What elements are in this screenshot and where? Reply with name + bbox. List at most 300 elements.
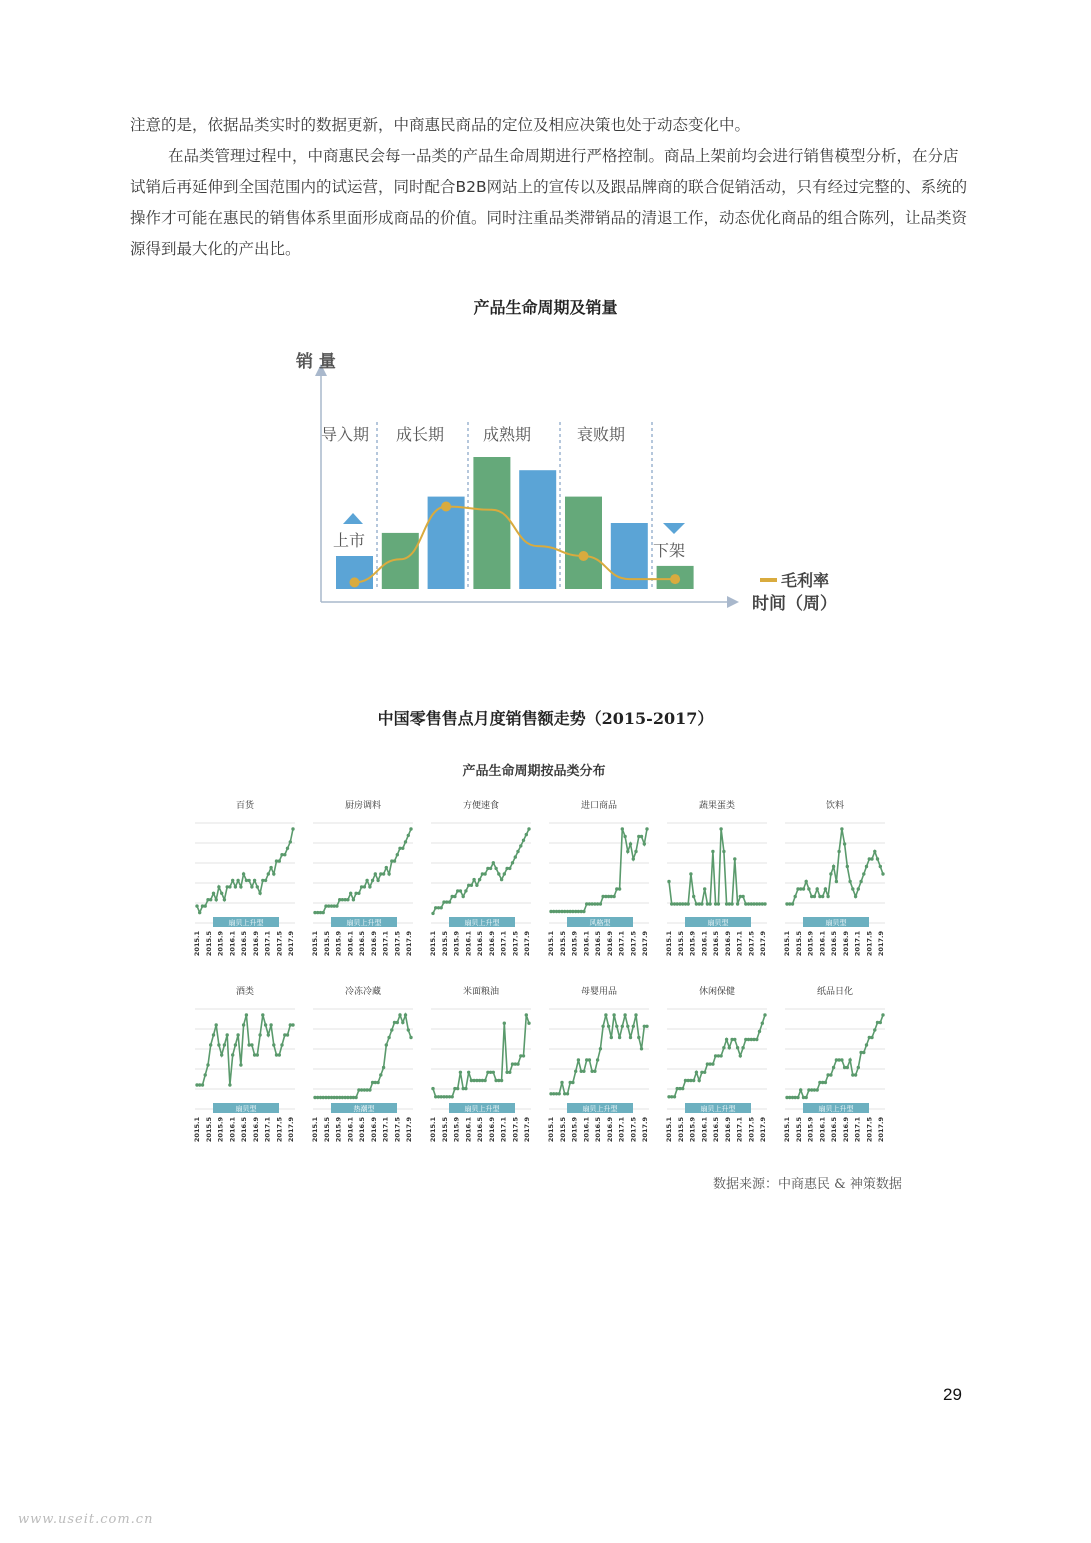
trend-point (236, 1033, 239, 1036)
x-tick-label: 2017.9 (641, 1117, 649, 1143)
trend-point (404, 840, 407, 843)
trend-point (695, 1071, 698, 1074)
trend-line (433, 1015, 529, 1097)
x-tick-label: 2015.5 (676, 1117, 685, 1143)
sales-bar (473, 457, 510, 589)
trend-point (708, 902, 711, 905)
x-tick-label: 2017.1 (263, 1117, 272, 1143)
x-tick-label: 2017.5 (747, 931, 756, 957)
trend-point (258, 892, 261, 895)
trend-point (390, 1028, 393, 1031)
trend-point (527, 827, 530, 830)
trend-point (431, 1087, 434, 1090)
trend-point (870, 857, 873, 860)
stage-label: 衰败期 (576, 425, 626, 444)
trend-point (612, 895, 615, 898)
trend-point (733, 857, 736, 860)
x-tick-label: 2015.5 (558, 931, 567, 957)
x-tick-label: 2015.1 (547, 1117, 555, 1143)
trend-point (239, 885, 242, 888)
trend-point (478, 878, 481, 881)
trend-point (272, 1043, 275, 1046)
pattern-tag-label: 扇贝上升型 (582, 1105, 618, 1113)
x-tick-label: 2016.1 (346, 931, 355, 957)
x-tick-label: 2015.9 (216, 931, 225, 957)
trend-point (247, 879, 250, 882)
x-tick-label: 2016.9 (605, 931, 614, 957)
trend-point (231, 879, 234, 882)
trend-point (396, 853, 399, 856)
x-tick-label: 2017.1 (853, 931, 862, 957)
trend-point (758, 1030, 761, 1033)
trend-point (483, 872, 486, 875)
trend-point (459, 889, 462, 892)
launch-label: 上市 (332, 531, 366, 550)
trend-point (703, 1071, 706, 1074)
trend-point (508, 867, 511, 870)
trend-point (269, 1023, 272, 1026)
trend-point (212, 892, 215, 895)
trend-point (722, 850, 725, 853)
trend-point (857, 1066, 860, 1069)
trend-point (629, 842, 632, 845)
x-tick-label: 2016.5 (712, 931, 720, 957)
trend-point (204, 904, 207, 907)
category-chart (783, 985, 885, 1142)
trend-point (840, 827, 843, 830)
category-chart (665, 799, 767, 956)
trend-point (722, 1046, 725, 1049)
category-title: 休闲保健 (698, 987, 736, 997)
trend-point (228, 1083, 231, 1086)
trend-point (500, 878, 503, 881)
category-title: 纸品日化 (816, 987, 854, 997)
x-tick-label: 2017.5 (275, 931, 284, 957)
x-tick-label: 2015.9 (570, 1117, 579, 1143)
y-axis-label: 销 量 (296, 352, 336, 372)
trend-point (234, 885, 237, 888)
trend-point (335, 904, 338, 907)
trend-point (879, 1021, 882, 1024)
x-tick-label: 2017.1 (735, 931, 744, 957)
trend-point (821, 895, 824, 898)
body-text (130, 110, 970, 265)
trend-point (640, 835, 643, 838)
trend-point (322, 911, 325, 914)
trend-point (588, 1058, 591, 1061)
trend-point (719, 1054, 722, 1057)
trend-point (212, 1033, 215, 1036)
x-tick-label: 2015.1 (429, 931, 437, 957)
trend-point (209, 1043, 212, 1046)
trend-point (371, 879, 374, 882)
trend-point (396, 1021, 399, 1024)
trend-point (242, 872, 245, 875)
category-title: 厨房调料 (344, 801, 382, 811)
trend-point (217, 1043, 220, 1046)
trend-point (223, 898, 226, 901)
trend-point (582, 1070, 585, 1073)
trend-point (687, 902, 690, 905)
trend-point (623, 1013, 626, 1016)
stage-label: 成长期 (395, 425, 445, 444)
x-tick-label: 2015.1 (783, 931, 791, 957)
trend-point (385, 1043, 388, 1046)
trend-point (621, 827, 624, 830)
paragraph-1: 注意的是，依据品类实时的数据更新，中商惠民商品的定位及相应决策也处于动态变化中。 (130, 116, 751, 134)
trend-point (220, 1053, 223, 1056)
trend-point (223, 1043, 226, 1046)
x-tick-label: 2017.1 (617, 1117, 626, 1143)
trend-point (796, 1096, 799, 1099)
trend-point (741, 1046, 744, 1049)
trend-point (516, 850, 519, 853)
trend-line (315, 829, 411, 913)
trend-point (574, 1070, 577, 1073)
trend-point (289, 840, 292, 843)
trend-point (508, 1071, 511, 1074)
x-tick-label: 2016.1 (582, 931, 591, 957)
trend-point (228, 885, 231, 888)
trend-point (816, 887, 819, 890)
trend-point (368, 1088, 371, 1091)
trend-point (854, 1073, 857, 1076)
x-tick-label: 2015.9 (334, 931, 343, 957)
trend-point (558, 1092, 561, 1095)
pattern-tag-label: 扇贝上升型 (228, 919, 264, 927)
trend-point (857, 887, 860, 890)
x-tick-label: 2015.5 (794, 1117, 803, 1143)
category-chart (429, 985, 531, 1142)
trend-point (409, 827, 412, 830)
trend-point (365, 879, 368, 882)
trend-point (283, 853, 286, 856)
trend-point (802, 887, 805, 890)
trend-point (464, 1087, 467, 1090)
watermark: www.useit.com.cn (18, 1512, 154, 1527)
trend-point (286, 1033, 289, 1036)
trend-point (349, 892, 352, 895)
x-tick-label: 2015.5 (794, 931, 803, 957)
pattern-tag-label: 热潮型 (353, 1105, 375, 1113)
x-tick-label: 2015.1 (311, 1117, 319, 1143)
trend-point (632, 857, 635, 860)
trend-point (645, 1025, 648, 1028)
trend-point (291, 1023, 294, 1026)
category-trend-charts (0, 755, 1091, 1155)
trend-point (794, 895, 797, 898)
trend-point (462, 895, 465, 898)
trend-point (717, 902, 720, 905)
trend-point (472, 878, 475, 881)
x-tick-label: 2017.1 (853, 1117, 862, 1143)
trend-point (637, 1036, 640, 1039)
category-chart (193, 985, 295, 1142)
trend-point (258, 1033, 261, 1036)
trend-point (698, 1079, 701, 1082)
trend-point (401, 1021, 404, 1024)
trend-point (629, 1036, 632, 1039)
trend-point (231, 1053, 234, 1056)
margin-point (350, 577, 360, 587)
x-tick-label: 2015.1 (193, 1117, 201, 1143)
trend-point (692, 1079, 695, 1082)
trend-point (634, 850, 637, 853)
trend-point (621, 1025, 624, 1028)
trend-point (492, 861, 495, 864)
x-tick-label: 2016.5 (594, 931, 602, 957)
trend-point (264, 879, 267, 882)
category-title: 蔬果蛋类 (698, 801, 736, 811)
trend-point (854, 895, 857, 898)
x-tick-label: 2017.5 (629, 1117, 638, 1143)
trend-point (599, 1047, 602, 1050)
trend-point (645, 827, 648, 830)
trend-point (826, 895, 829, 898)
trend-point (643, 842, 646, 845)
x-tick-label: 2016.9 (487, 1117, 496, 1143)
trend-point (267, 872, 270, 875)
margin-point (579, 551, 589, 561)
trend-point (451, 1095, 454, 1098)
trend-line (669, 829, 765, 904)
trend-point (805, 880, 808, 883)
trend-point (634, 1013, 637, 1016)
x-tick-label: 2017.9 (287, 1117, 295, 1143)
trend-point (604, 1013, 607, 1016)
trend-point (791, 902, 794, 905)
pattern-tag-label: 扇贝上升型 (818, 1105, 854, 1113)
x-tick-label: 2016.5 (476, 1117, 484, 1143)
trend-point (681, 1087, 684, 1090)
trend-point (250, 885, 253, 888)
trend-point (700, 902, 703, 905)
x-tick-label: 2016.1 (818, 1117, 827, 1143)
trend-point (596, 1058, 599, 1061)
trend-point (846, 865, 849, 868)
trend-point (239, 1063, 242, 1066)
category-title: 饮料 (825, 801, 845, 811)
x-tick-label: 2017.9 (759, 931, 767, 957)
trend-point (215, 1023, 218, 1026)
x-tick-label: 2015.1 (193, 931, 201, 957)
trend-point (269, 866, 272, 869)
x-tick-label: 2017.1 (499, 931, 508, 957)
trend-point (870, 1036, 873, 1039)
x-tick-label: 2015.5 (204, 1117, 213, 1143)
x-tick-label: 2017.5 (393, 931, 402, 957)
trend-point (599, 902, 602, 905)
trend-point (264, 1023, 267, 1026)
x-tick-label: 2016.5 (240, 931, 248, 957)
x-tick-label: 2016.1 (464, 1117, 473, 1143)
category-chart (547, 799, 649, 956)
trend-point (387, 1036, 390, 1039)
x-tick-label: 2015.1 (665, 931, 673, 957)
trend-point (382, 872, 385, 875)
x-tick-label: 2017.1 (263, 931, 272, 957)
x-tick-label: 2015.9 (570, 931, 579, 957)
trend-point (607, 1025, 610, 1028)
trend-point (736, 1046, 739, 1049)
sales-bar (565, 497, 602, 589)
trend-point (407, 1028, 410, 1031)
x-tick-label: 2017.5 (865, 1117, 874, 1143)
margin-point (670, 574, 680, 584)
trend-point (453, 895, 456, 898)
trend-point (363, 885, 366, 888)
sales-bar (519, 470, 556, 589)
x-tick-label: 2016.5 (240, 1117, 248, 1143)
pattern-tag-label: 扇贝上升型 (346, 919, 382, 927)
x-tick-label: 2015.1 (665, 1117, 673, 1143)
trend-point (346, 898, 349, 901)
x-tick-label: 2015.9 (452, 1117, 461, 1143)
trend-point (459, 1071, 462, 1074)
category-chart (193, 799, 295, 956)
category-chart (311, 799, 413, 956)
trend-point (640, 1047, 643, 1050)
category-chart (547, 986, 649, 1142)
trend-point (475, 884, 478, 887)
trend-point (503, 872, 506, 875)
x-tick-label: 2016.1 (582, 1117, 591, 1143)
category-title: 酒类 (235, 987, 255, 997)
x-tick-label: 2015.5 (204, 931, 213, 957)
trend-point (267, 1033, 270, 1036)
x-tick-label: 2015.5 (676, 931, 685, 957)
trend-point (835, 880, 838, 883)
x-tick-label: 2016.9 (605, 1117, 614, 1143)
trend-point (824, 887, 827, 890)
trend-point (209, 898, 212, 901)
trend-point (382, 1066, 385, 1069)
trend-point (401, 847, 404, 850)
trend-point (816, 1088, 819, 1091)
x-tick-label: 2016.5 (830, 931, 838, 957)
lifecycle-chart (0, 340, 1091, 680)
x-tick-label: 2015.5 (440, 1117, 449, 1143)
trend-point (829, 872, 832, 875)
trend-point (256, 1053, 259, 1056)
trend-point (862, 872, 865, 875)
x-tick-label: 2015.5 (322, 931, 331, 957)
trend-point (467, 1071, 470, 1074)
trend-point (739, 1054, 742, 1057)
trend-point (730, 902, 733, 905)
pattern-tag-label: 扇贝型 (825, 919, 847, 927)
trend-point (593, 1070, 596, 1073)
trend-point (873, 1028, 876, 1031)
x-tick-label: 2016.9 (841, 931, 850, 957)
trend-point (522, 839, 525, 842)
trend-point (204, 1073, 207, 1076)
category-chart (665, 985, 767, 1142)
figure1-title: 产品生命周期及销量 (473, 298, 618, 317)
trend-point (220, 892, 223, 895)
trend-point (832, 865, 835, 868)
trend-point (626, 1025, 629, 1028)
trend-point (837, 850, 840, 853)
x-tick-label: 2015.1 (429, 1117, 437, 1143)
pattern-tag-label: 扇贝上升型 (464, 919, 500, 927)
x-tick-label: 2017.9 (641, 931, 649, 957)
trend-point (527, 1022, 530, 1025)
category-title: 米面粮油 (462, 987, 500, 997)
x-tick-label: 2016.9 (723, 931, 732, 957)
trend-point (357, 892, 360, 895)
trend-point (497, 872, 500, 875)
trend-point (456, 1087, 459, 1090)
trend-point (286, 847, 289, 850)
trend-point (440, 906, 443, 909)
trend-point (464, 889, 467, 892)
trend-line (315, 1015, 411, 1098)
x-tick-label: 2016.9 (841, 1117, 850, 1143)
x-tick-label: 2016.5 (712, 1117, 720, 1143)
x-tick-label: 2016.9 (487, 931, 496, 957)
trend-point (601, 1025, 604, 1028)
trend-point (626, 850, 629, 853)
trend-point (236, 879, 239, 882)
x-tick-label: 2017.5 (393, 1117, 402, 1143)
trend-point (879, 865, 882, 868)
x-tick-label: 2016.9 (369, 931, 378, 957)
x-tick-label: 2016.9 (369, 1117, 378, 1143)
sales-bar (382, 533, 419, 589)
trend-point (873, 850, 876, 853)
x-tick-label: 2016.1 (818, 931, 827, 957)
trend-point (489, 867, 492, 870)
up-triangle-icon (343, 513, 363, 524)
trend-point (618, 1036, 621, 1039)
trend-point (217, 885, 220, 888)
trend-point (725, 1038, 728, 1041)
trend-point (280, 1043, 283, 1046)
trend-point (623, 835, 626, 838)
x-tick-label: 2016.1 (700, 931, 709, 957)
figure2-subtitle: 产品生命周期按品类分布 (462, 764, 606, 779)
paragraph-2: 在品类管理过程中，中商惠民会每一品类的产品生命周期进行严格控制。商品上架前均会进行销售模型分析，在分店试销后再延伸到全国范围内的试运营，同时配合B2B网站上的宣传以及跟品牌商的联合促销活动，只有经过完整的、系统的操作才可能在惠民的销售体系里面形成商品的价值。同时注重品类滞销品的清退工作，动态优化商品的组合陈列，让品类资源得到最大化的产出比。 (130, 147, 968, 258)
x-tick-label: 2015.5 (440, 931, 449, 957)
pattern-tag-label: 风格型 (589, 919, 611, 927)
trend-point (755, 1038, 758, 1041)
trend-point (571, 1081, 574, 1084)
trend-point (500, 1079, 503, 1082)
category-title: 百货 (235, 801, 255, 811)
trend-point (354, 1096, 357, 1099)
x-tick-label: 2017.9 (877, 1117, 885, 1143)
trend-point (376, 879, 379, 882)
trend-point (242, 1023, 245, 1026)
x-tick-label: 2015.9 (806, 931, 815, 957)
x-tick-label: 2015.1 (783, 1117, 791, 1143)
trend-point (728, 1046, 731, 1049)
trend-point (374, 872, 377, 875)
trend-point (404, 1013, 407, 1016)
x-tick-label: 2017.9 (523, 931, 531, 957)
trend-point (483, 1079, 486, 1082)
trend-point (253, 879, 256, 882)
x-tick-label: 2016.1 (464, 931, 473, 957)
x-tick-label: 2015.1 (311, 931, 319, 957)
trend-point (379, 1073, 382, 1076)
x-tick-label: 2017.1 (381, 931, 390, 957)
x-tick-label: 2016.5 (830, 1117, 838, 1143)
x-tick-label: 2015.5 (322, 1117, 331, 1143)
trend-point (799, 1088, 802, 1091)
trend-point (385, 866, 388, 869)
